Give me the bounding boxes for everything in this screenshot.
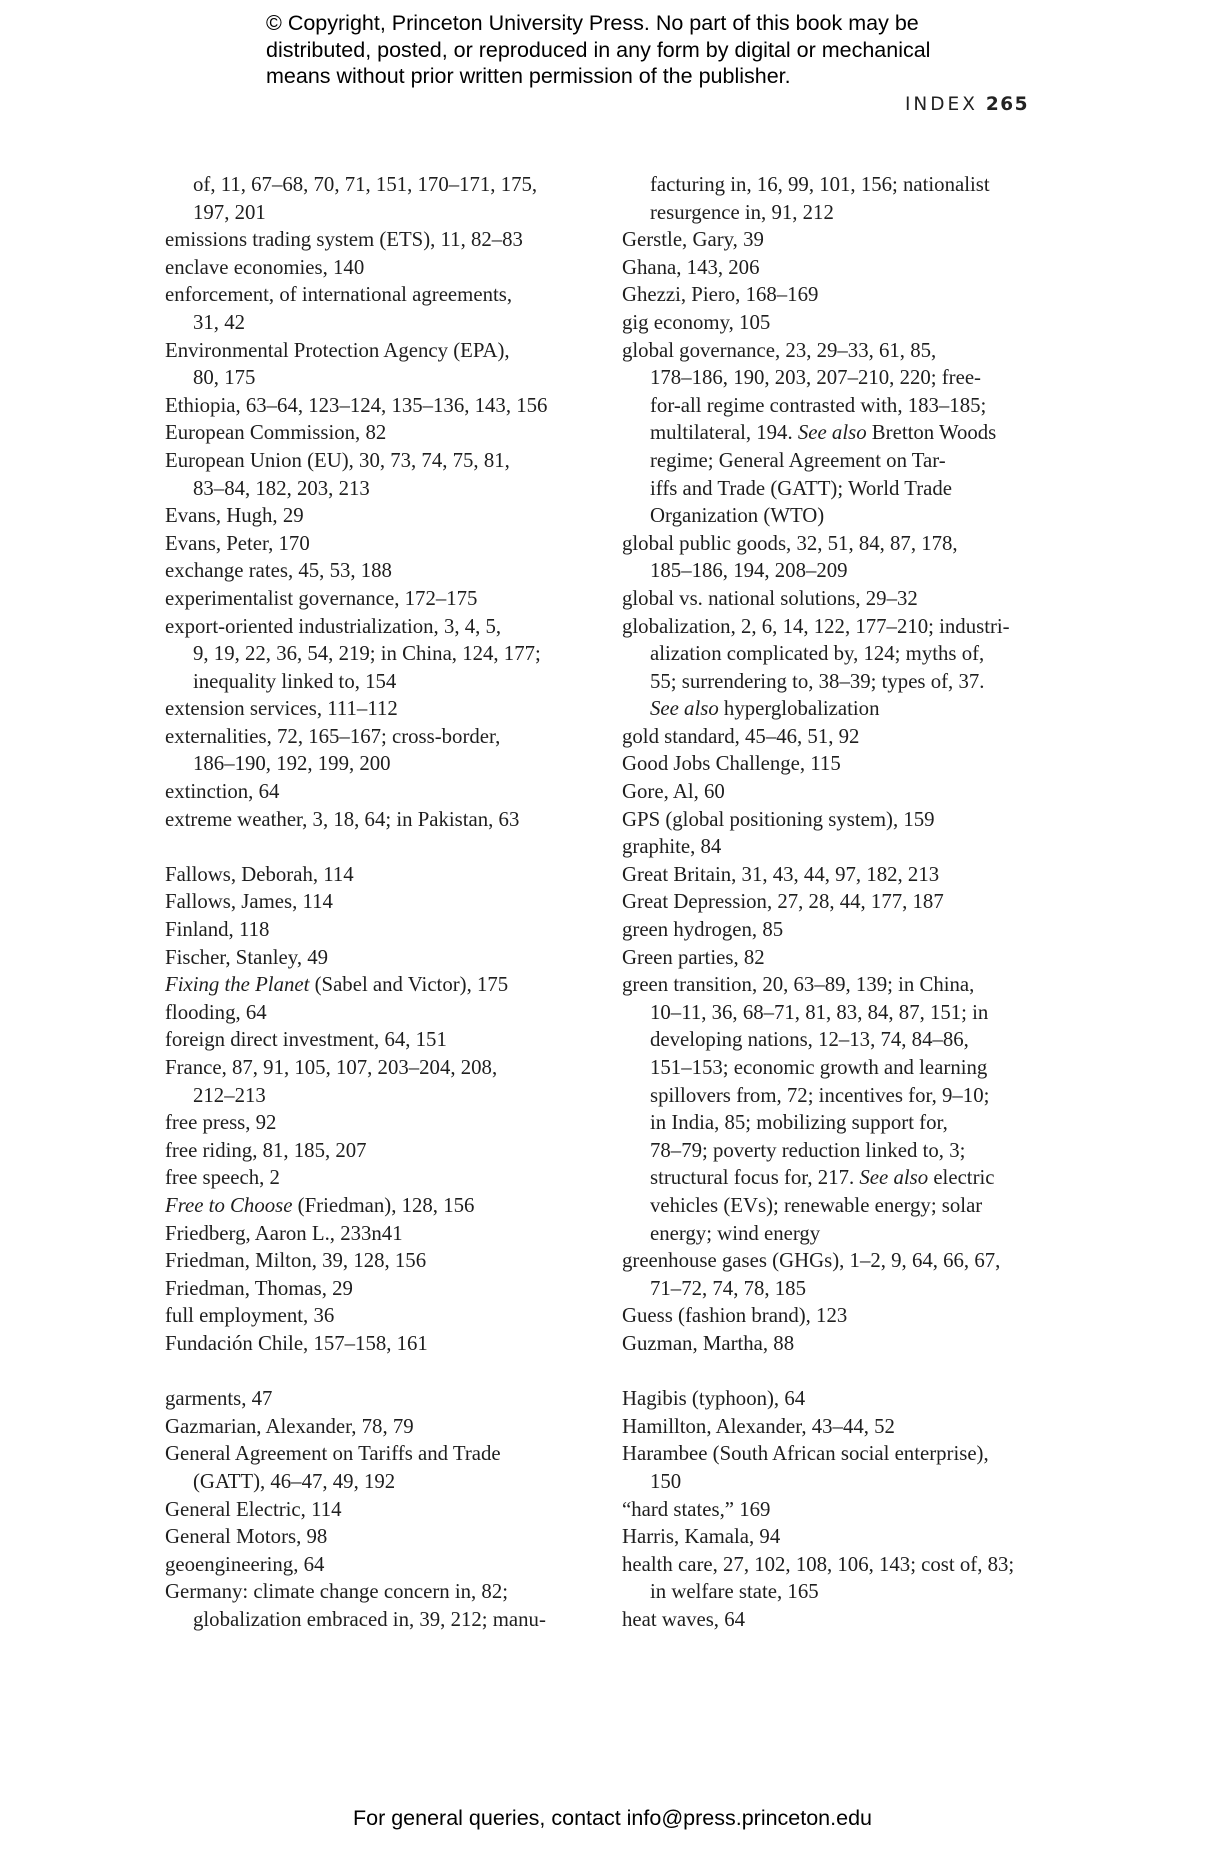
index-entry-line: Evans, Hugh, 29 [165,504,304,528]
index-entry [165,1413,585,1441]
index-entry [622,1551,1042,1606]
index-entry-turnover-line: of, 11, 67–68, 70, 71, 151, 170–171, 175, [193,173,538,196]
index-entry-line: Green parties, 82 [622,945,765,969]
index-entry [165,1551,585,1579]
index-entry [622,971,1042,1247]
index-entry [165,861,585,889]
index-entry [622,226,1042,254]
index-entry-line: Fallows, James, 114 [165,890,333,914]
index-entry-turnover-line: resurgence in, 91, 212 [650,200,834,224]
index-entry-line: extreme weather, 3, 18, 64; in Pakistan, 63 [165,807,520,831]
index-entry [622,778,1042,806]
index-entry-turnover-line: energy; wind energy [650,1221,821,1245]
index-entry-turnover-line: 150 [650,1469,682,1493]
index-entry [622,254,1042,282]
index-entry [165,226,585,254]
index-column-left [165,171,585,1633]
index-entry-line: Friedman, Milton, 39, 128, 156 [165,1249,427,1273]
index-entry-turnover-line: globalization embraced in, 39, 212; manu- [193,1607,546,1631]
index-entry [165,1220,585,1248]
index-entry-turnover-line: 10–11, 36, 68–71, 81, 83, 84, 87, 151; in [650,1000,989,1024]
index-entry-line: externalities, 72, 165–167; cross-border, [165,724,501,748]
letter-group-spacer [622,1358,1042,1386]
letter-group-spacer [165,1358,585,1386]
index-entry-line: greenhouse gases (GHGs), 1–2, 9, 64, 66, 67, [622,1249,1001,1273]
copyright-line: © Copyright, Princeton University Press. No part of this book may be [266,11,919,35]
index-entry-line: General Motors, 98 [165,1525,328,1549]
index-entry-line: Fischer, Stanley, 49 [165,945,329,969]
index-entry [165,1164,585,1192]
index-entry-turnover-line: See also hyperglobalization [650,697,880,721]
index-entry [622,1413,1042,1441]
index-entry [622,1496,1042,1524]
index-entry [165,806,585,834]
index-entry [165,1054,585,1109]
index-entry [165,1523,585,1551]
page-number: 265 [985,94,1029,115]
index-entry-line: Fallows, Deborah, 114 [165,862,354,886]
index-entry-turnover-line: for-all regime contrasted with, 183–185; [650,393,987,417]
index-entry [622,861,1042,889]
index-entry [165,695,585,723]
index-entry-line: global governance, 23, 29–33, 61, 85, [622,338,937,362]
index-entry [622,337,1042,530]
index-entry-line: global public goods, 32, 51, 84, 87, 178, [622,531,958,555]
index-entry [622,916,1042,944]
index-entry-line: Great Britain, 31, 43, 44, 97, 182, 213 [622,862,940,886]
index-entry-line: Germany: climate change concern in, 82; [165,1580,509,1604]
index-entry-turnover-line: (GATT), 46–47, 49, 192 [193,1469,396,1493]
index-entry-line: Guess (fashion brand), 123 [622,1304,848,1328]
copyright-line: distributed, posted, or reproduced in any form by digital or mechanical [266,37,931,62]
index-entry [165,723,585,778]
index-entry-turnover-line: 178–186, 190, 203, 207–210, 220; free- [650,366,981,390]
index-entry-turnover-line: spillovers from, 72; incentives for, 9–10; [650,1083,990,1107]
index-entry [165,1109,585,1137]
index-entry [165,1247,585,1275]
index-entry-line: green transition, 20, 63–89, 139; in China, [622,973,975,997]
index-entry-line: “hard states,” 169 [622,1497,771,1521]
index-entry [622,806,1042,834]
index-entry-line: foreign direct investment, 64, 151 [165,1028,447,1052]
index-entry-turnover-line: iffs and Trade (GATT); World Trade [650,476,952,500]
index-entry [165,999,585,1027]
index-entry-line: globalization, 2, 6, 14, 122, 177–210; industri- [622,614,1010,638]
index-entry [165,447,585,502]
index-entry-line: Ghana, 143, 206 [622,255,760,279]
index-entry-line: Evans, Peter, 170 [165,531,310,555]
index-entry-line: General Electric, 114 [165,1497,342,1521]
index-entry-line: garments, 47 [165,1387,273,1411]
index-entry [165,1330,585,1358]
index-entry [622,1606,1042,1634]
index-entry-line: flooding, 64 [165,1000,267,1024]
index-entry-line: free riding, 81, 185, 207 [165,1138,367,1162]
index-entry-line: Environmental Protection Agency (EPA), [165,338,510,362]
index-entry-line: Friedberg, Aaron L., 233n41 [165,1221,403,1245]
index-entry [165,530,585,558]
index-entry [165,971,585,999]
index-entry-turnover-line: alization complicated by, 124; myths of, [650,642,985,666]
index-entry-turnover-line: 151–153; economic growth and learning [650,1056,988,1079]
letter-group-spacer [165,833,585,861]
index-entry [622,1330,1042,1358]
index-entry-line: Harambee (South African social enterprise), [622,1442,989,1466]
index-entry [165,888,585,916]
index-entry-turnover-line: 55; surrendering to, 38–39; types of, 37. [650,669,985,693]
index-entry-line: Ethiopia, 63–64, 123–124, 135–136, 143, 156 [165,393,548,417]
index-entry-line: green hydrogen, 85 [622,918,784,942]
index-entry [165,502,585,530]
index-entry-turnover-line: inequality linked to, 154 [193,669,397,693]
index-entry-line: Hagibis (typhoon), 64 [622,1387,806,1411]
index-entry-line: Free to Choose (Friedman), 128, 156 [165,1193,475,1217]
index-entry [622,1302,1042,1330]
index-entry-line: Great Depression, 27, 28, 44, 177, 187 [622,890,944,914]
index-entry-turnover-line: multilateral, 194. See also Bretton Woods [650,421,997,445]
index-entry-line: Fixing the Planet (Sabel and Victor), 175 [165,973,509,997]
index-entry-line: free press, 92 [165,1111,277,1135]
index-entry-line: Friedman, Thomas, 29 [165,1276,353,1300]
index-entry-turnover-line: developing nations, 12–13, 74, 84–86, [650,1028,969,1052]
index-entry-line: Gerstle, Gary, 39 [622,228,764,252]
index-entry-line: global vs. national solutions, 29–32 [622,586,918,610]
index-entry [165,1496,585,1524]
index-entry-turnover-line: 80, 175 [193,366,256,390]
index-entry [622,613,1042,723]
index-entry-line: Hamillton, Alexander, 43–44, 52 [622,1414,895,1438]
index-entry [165,557,585,585]
index-entry-turnover-line: 212–213 [193,1083,266,1107]
index-entry-line: gig economy, 105 [622,310,771,334]
index-entry [622,833,1042,861]
copyright-line: means without prior written permission of the publisher. [266,64,791,88]
index-entry-turnover-line: 83–84, 182, 203, 213 [193,476,370,500]
index-entry-line: gold standard, 45–46, 51, 92 [622,724,860,748]
index-entry [622,1523,1042,1551]
index-entry [165,392,585,420]
index-entry-turnover-line: vehicles (EVs); renewable energy; solar [650,1193,983,1217]
index-entry-line: extinction, 64 [165,780,280,804]
index-entry-line: France, 87, 91, 105, 107, 203–204, 208, [165,1056,498,1079]
index-entry-turnover-line: 78–79; poverty reduction linked to, 3; [650,1138,966,1162]
index-entry-line: Guzman, Martha, 88 [622,1331,795,1355]
index-entry-line: Gazmarian, Alexander, 78, 79 [165,1414,414,1438]
index-entry [165,944,585,972]
index-entry [622,309,1042,337]
index-entry-line: exchange rates, 45, 53, 188 [165,559,392,583]
index-entry [165,916,585,944]
running-head [905,94,1029,115]
index-entry [165,254,585,282]
index-entry [622,281,1042,309]
index-entry [165,1578,585,1633]
index-entry-turnover-line: in India, 85; mobilizing support for, [650,1111,948,1135]
index-entry-line: experimentalist governance, 172–175 [165,586,478,610]
index-entry-line: GPS (global positioning system), 159 [622,807,935,831]
index-entry-line: Fundación Chile, 157–158, 161 [165,1331,428,1355]
index-entry-turnover-line: structural focus for, 217. See also electric [650,1166,995,1190]
index-entry-line: Finland, 118 [165,918,270,942]
index-entry [165,1440,585,1495]
index-entry [165,337,585,392]
index-entry [165,1275,585,1303]
index-entry [165,419,585,447]
index-entry-turnover-line: 31, 42 [193,310,245,334]
section-title: INDEX [904,94,978,115]
index-entry [165,171,585,226]
index-entry [165,613,585,696]
index-entry [622,750,1042,778]
index-entry [622,1385,1042,1413]
index-entry [165,1385,585,1413]
index-entry-line: full employment, 36 [165,1304,335,1328]
index-entry-line: emissions trading system (ETS), 11, 82–83 [165,228,523,252]
index-entry-turnover-line: facturing in, 16, 99, 101, 156; nationalist [650,173,990,196]
index-entry-turnover-line: 197, 201 [193,200,266,224]
index-entry-line: enforcement, of international agreements, [165,283,513,307]
index-entry-line: free speech, 2 [165,1166,280,1190]
index-entry-line: health care, 27, 102, 108, 106, 143; cost of, 83; [622,1552,1015,1576]
index-entry-line: graphite, 84 [622,835,722,859]
index-entry [165,585,585,613]
index-entry-turnover-line: Organization (WTO) [650,504,825,528]
index-entry-line: Good Jobs Challenge, 115 [622,752,841,776]
index-entry-line: Gore, Al, 60 [622,780,725,804]
index-entry-turnover-line: 186–190, 192, 199, 200 [193,752,391,776]
index-entry [622,723,1042,751]
index-entry [622,171,1042,226]
index-entry [622,585,1042,613]
index-entry [165,281,585,336]
copyright-notice [266,10,1026,90]
index-entry-line: General Agreement on Tariffs and Trade [165,1442,501,1466]
index-entry [165,1026,585,1054]
index-entry [165,1192,585,1220]
index-entry-turnover-line: in welfare state, 165 [650,1580,819,1604]
index-entry [622,1247,1042,1302]
index-entry-line: Ghezzi, Piero, 168–169 [622,283,819,307]
index-entry-turnover-line: 71–72, 74, 78, 185 [650,1276,806,1300]
index-entry-line: enclave economies, 140 [165,255,365,279]
index-entry-line: European Union (EU), 30, 73, 74, 75, 81, [165,448,510,472]
index-entry [622,888,1042,916]
index-entry-line: export-oriented industrialization, 3, 4, 5, [165,614,502,638]
index-entry [622,944,1042,972]
index-entry-line: extension services, 111–112 [165,697,398,721]
index-entry [622,530,1042,585]
index-entry-line: Harris, Kamala, 94 [622,1525,781,1549]
index-column-right [622,171,1042,1633]
index-entry [622,1440,1042,1495]
footer-contact: For general queries, contact info@press.princeton.edu [352,1806,872,1830]
index-entry-line: European Commission, 82 [165,421,387,445]
index-entry-turnover-line: regime; General Agreement on Tar- [650,448,946,472]
index-entry [165,1302,585,1330]
index-entry-turnover-line: 185–186, 194, 208–209 [650,559,848,583]
index-entry [165,1137,585,1165]
index-entry-line: geoengineering, 64 [165,1552,325,1576]
index-entry [165,778,585,806]
index-entry-line: heat waves, 64 [622,1607,746,1631]
index-entry-turnover-line: 9, 19, 22, 36, 54, 219; in China, 124, 177; [193,642,541,666]
